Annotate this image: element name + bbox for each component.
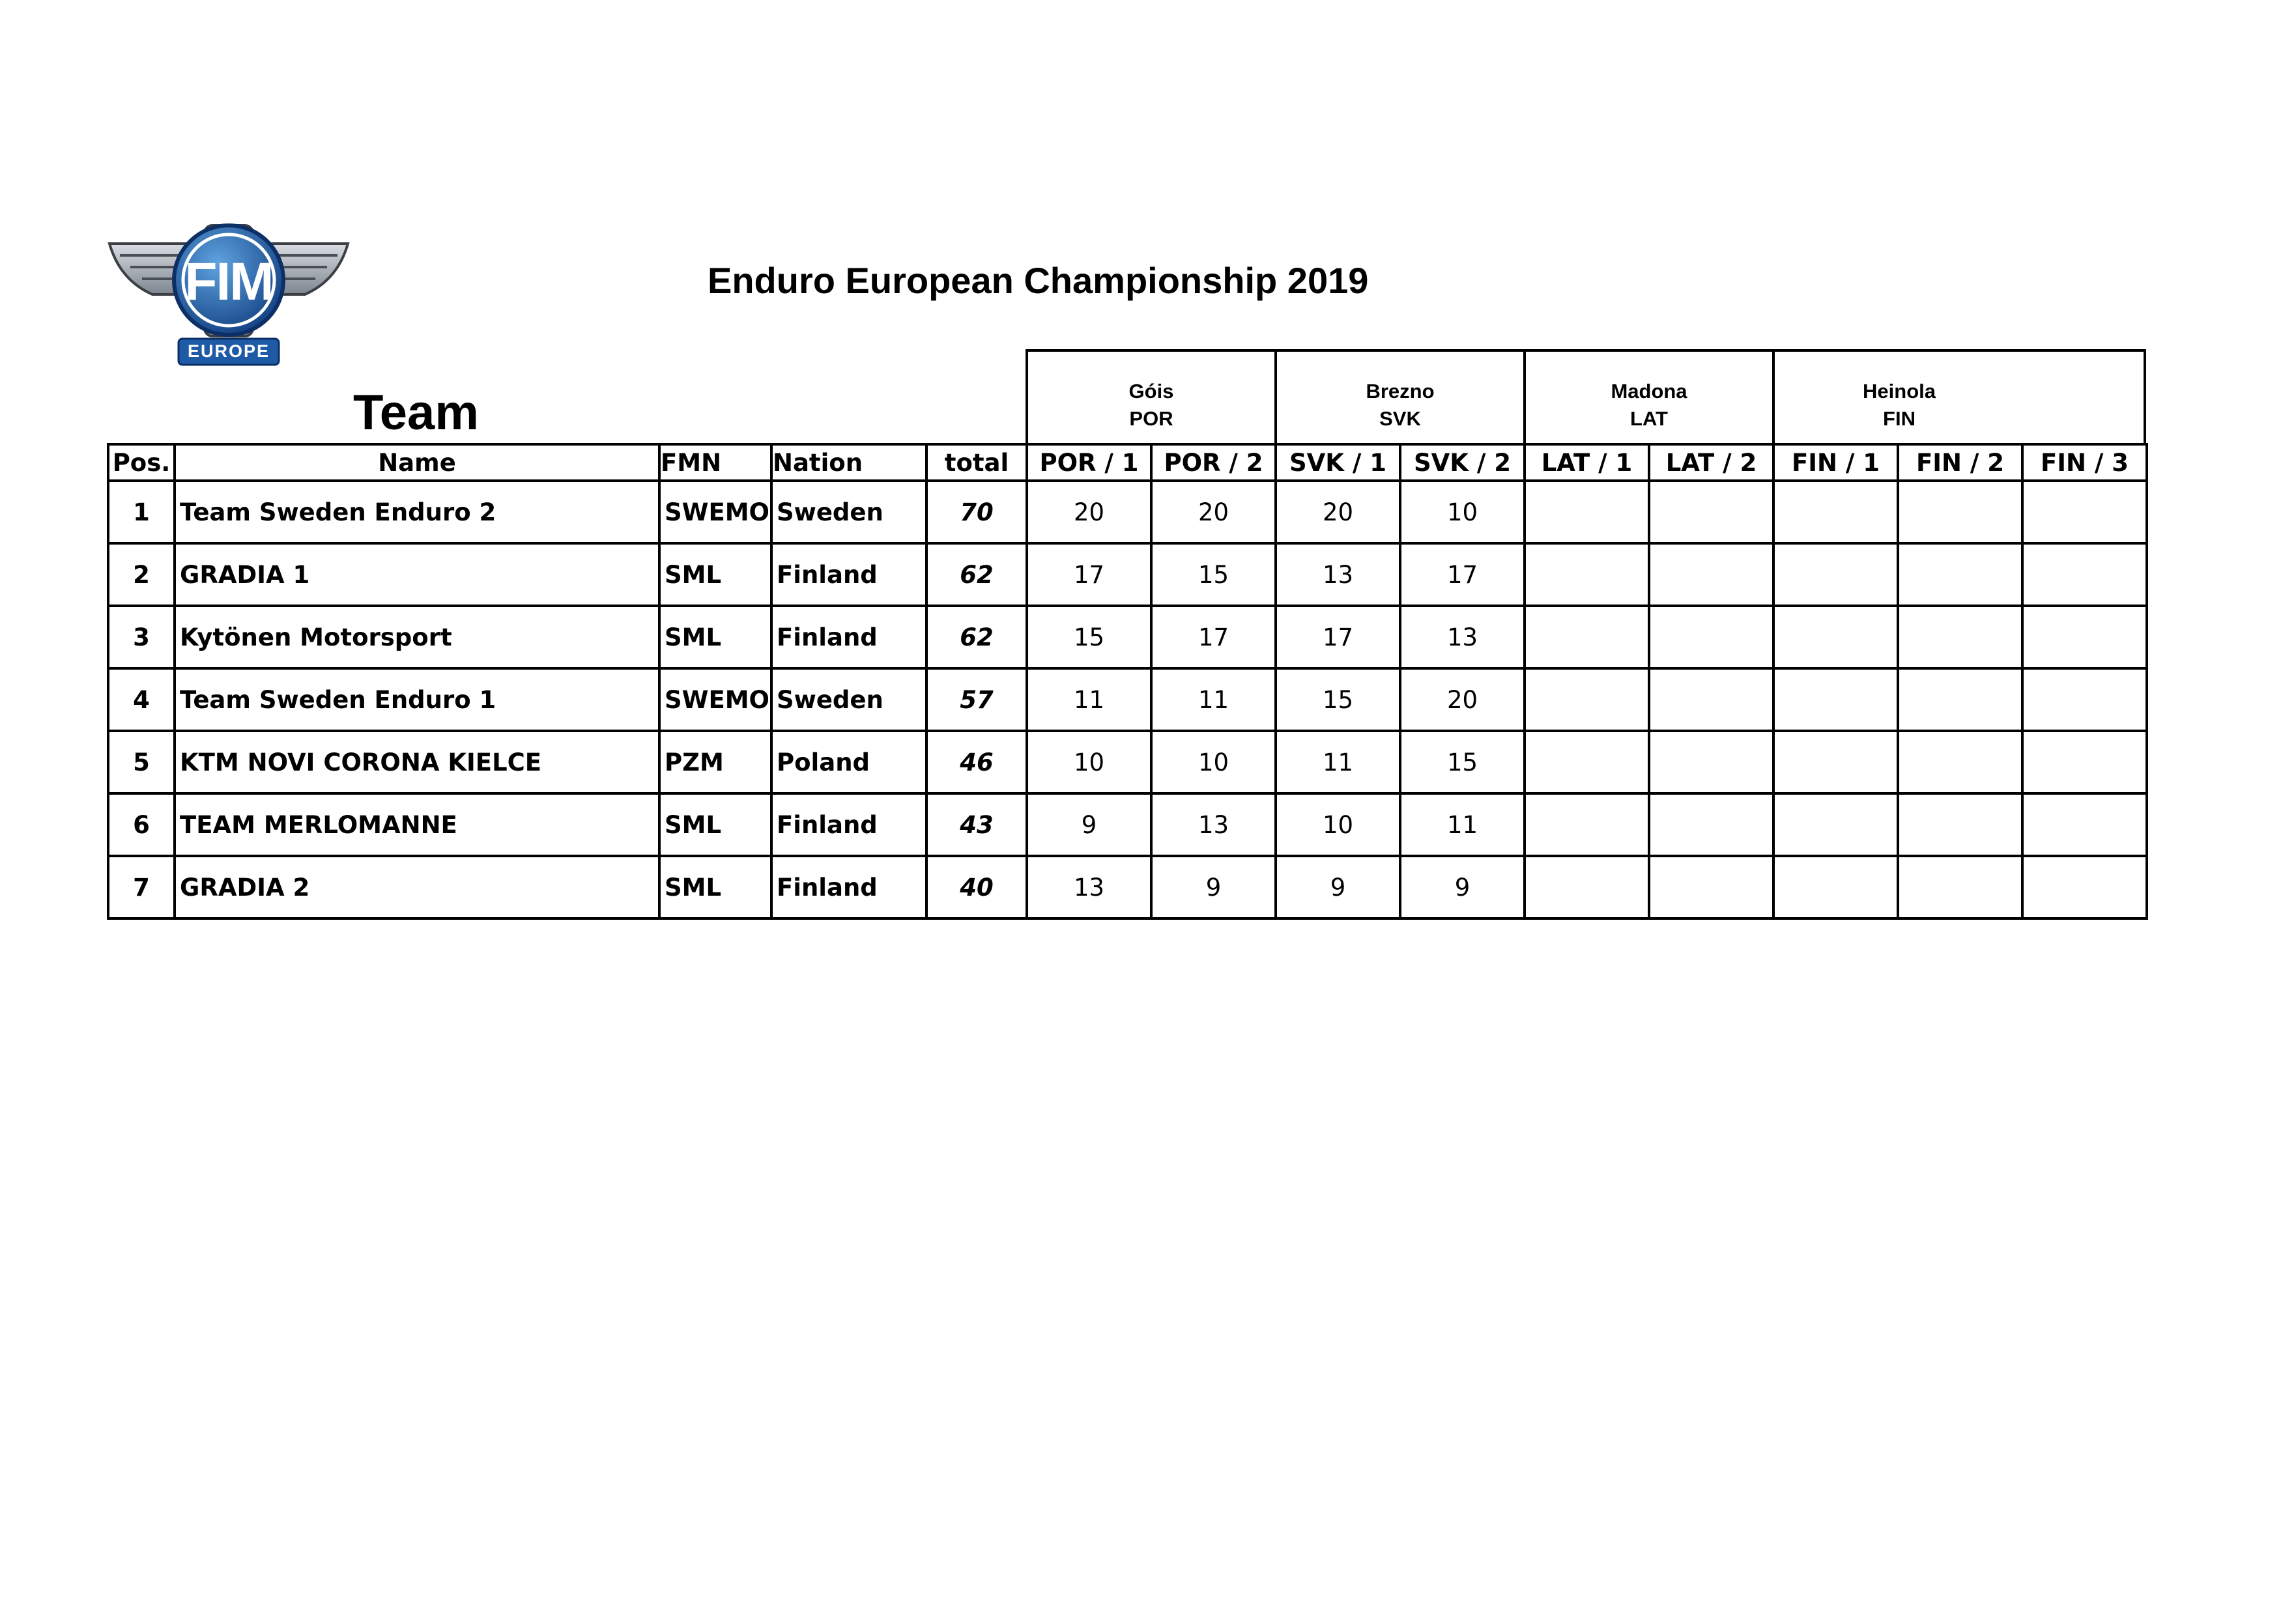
cell-score: 17	[1151, 606, 1276, 668]
header-round: FIN / 3	[2022, 444, 2147, 481]
cell-score	[1898, 731, 2022, 793]
cell-fmn: SML	[659, 543, 771, 606]
cell-nation: Finland	[771, 606, 926, 668]
cell-score	[1649, 793, 1773, 856]
header-nation: Nation	[771, 444, 926, 481]
cell-score	[1649, 856, 1773, 918]
cell-score: 10	[1027, 731, 1151, 793]
cell-score	[1649, 668, 1773, 731]
table-row	[108, 856, 2147, 918]
cell-score	[1649, 481, 1773, 543]
cell-score: 20	[1151, 481, 1276, 543]
cell-score	[2022, 481, 2147, 543]
cell-total: 43	[926, 793, 1027, 856]
header-round: POR / 1	[1027, 444, 1151, 481]
cell-score: 9	[1027, 793, 1151, 856]
header-round: FIN / 2	[1898, 444, 2022, 481]
cell-total: 46	[926, 731, 1027, 793]
cell-name: Kytönen Motorsport	[175, 606, 659, 668]
event-heinola	[1775, 352, 2149, 443]
table-header-row	[108, 444, 2147, 481]
event-header	[1026, 349, 2146, 443]
cell-score: 15	[1400, 731, 1525, 793]
cell-score	[1773, 668, 1898, 731]
cell-score	[1525, 668, 1649, 731]
results-table	[107, 443, 2148, 920]
cell-name: KTM NOVI CORONA KIELCE	[175, 731, 659, 793]
cell-score: 17	[1400, 543, 1525, 606]
event-country: LAT	[1630, 407, 1668, 430]
cell-score: 13	[1276, 543, 1400, 606]
table-row	[108, 793, 2147, 856]
cell-name: Team Sweden Enduro 1	[175, 668, 659, 731]
header-fmn: FMN	[659, 444, 771, 481]
table-row	[108, 668, 2147, 731]
header-round: SVK / 1	[1276, 444, 1400, 481]
cell-score	[1898, 606, 2022, 668]
cell-name: GRADIA 2	[175, 856, 659, 918]
cell-total: 40	[926, 856, 1027, 918]
cell-total: 62	[926, 606, 1027, 668]
cell-score: 20	[1276, 481, 1400, 543]
header-total: total	[926, 444, 1027, 481]
cell-score: 11	[1276, 731, 1400, 793]
header-round: LAT / 1	[1525, 444, 1649, 481]
cell-score	[1649, 731, 1773, 793]
header-pos: Pos.	[108, 444, 175, 481]
cell-score	[1773, 543, 1898, 606]
cell-score	[2022, 731, 2147, 793]
cell-score	[1898, 668, 2022, 731]
cell-score	[1649, 606, 1773, 668]
cell-nation: Finland	[771, 856, 926, 918]
cell-pos: 6	[108, 793, 175, 856]
cell-score: 15	[1276, 668, 1400, 731]
cell-score	[1898, 856, 2022, 918]
cell-score: 10	[1400, 481, 1525, 543]
cell-score	[2022, 856, 2147, 918]
cell-score	[1525, 793, 1649, 856]
cell-score: 13	[1027, 856, 1151, 918]
cell-nation: Finland	[771, 543, 926, 606]
cell-score	[1525, 481, 1649, 543]
cell-score	[1773, 793, 1898, 856]
table-row	[108, 481, 2147, 543]
cell-name: TEAM MERLOMANNE	[175, 793, 659, 856]
cell-score	[1525, 731, 1649, 793]
event-brezno	[1277, 352, 1526, 443]
event-madona	[1526, 352, 1775, 443]
cell-pos: 2	[108, 543, 175, 606]
header-name: Name	[175, 444, 659, 481]
table-row	[108, 543, 2147, 606]
event-venue: Heinola	[1863, 380, 1936, 403]
table-row	[108, 731, 2147, 793]
cell-score	[1898, 793, 2022, 856]
cell-score: 10	[1276, 793, 1400, 856]
document-title: Enduro European Championship 2019	[708, 260, 1369, 301]
table-row	[108, 606, 2147, 668]
header-round: LAT / 2	[1649, 444, 1773, 481]
cell-score: 20	[1400, 668, 1525, 731]
cell-total: 57	[926, 668, 1027, 731]
fim-europe-logo	[107, 221, 351, 367]
cell-name: Team Sweden Enduro 2	[175, 481, 659, 543]
cell-score	[1773, 856, 1898, 918]
cell-score: 9	[1151, 856, 1276, 918]
header-round: FIN / 1	[1773, 444, 1898, 481]
cell-nation: Poland	[771, 731, 926, 793]
cell-score: 11	[1151, 668, 1276, 731]
cell-nation: Sweden	[771, 481, 926, 543]
cell-nation: Finland	[771, 793, 926, 856]
cell-score	[1649, 543, 1773, 606]
cell-fmn: SML	[659, 606, 771, 668]
cell-score: 9	[1276, 856, 1400, 918]
cell-score	[1525, 606, 1649, 668]
header-round: SVK / 2	[1400, 444, 1525, 481]
header-round: POR / 2	[1151, 444, 1276, 481]
cell-pos: 5	[108, 731, 175, 793]
cell-total: 62	[926, 543, 1027, 606]
cell-fmn: SML	[659, 856, 771, 918]
cell-pos: 7	[108, 856, 175, 918]
cell-score	[1525, 543, 1649, 606]
cell-score: 11	[1027, 668, 1151, 731]
cell-score	[1773, 481, 1898, 543]
cell-score: 10	[1151, 731, 1276, 793]
cell-score: 15	[1027, 606, 1151, 668]
cell-pos: 4	[108, 668, 175, 731]
cell-fmn: SML	[659, 793, 771, 856]
logo-fim-text: FIM	[184, 252, 273, 311]
cell-name: GRADIA 1	[175, 543, 659, 606]
logo-europe-text: EUROPE	[187, 341, 270, 361]
event-venue: Brezno	[1366, 380, 1435, 403]
cell-score	[1525, 856, 1649, 918]
cell-score: 17	[1027, 543, 1151, 606]
cell-score	[1898, 481, 2022, 543]
event-country: POR	[1129, 407, 1173, 430]
cell-score: 20	[1027, 481, 1151, 543]
cell-score: 11	[1400, 793, 1525, 856]
event-gois	[1028, 352, 1277, 443]
cell-fmn: SWEMO	[659, 481, 771, 543]
cell-nation: Sweden	[771, 668, 926, 731]
cell-score	[1773, 731, 1898, 793]
cell-fmn: SWEMO	[659, 668, 771, 731]
cell-total: 70	[926, 481, 1027, 543]
cell-pos: 3	[108, 606, 175, 668]
cell-score	[2022, 606, 2147, 668]
cell-score: 17	[1276, 606, 1400, 668]
cell-score: 15	[1151, 543, 1276, 606]
cell-score: 13	[1151, 793, 1276, 856]
cell-score	[1773, 606, 1898, 668]
cell-score	[1898, 543, 2022, 606]
event-country: FIN	[1883, 407, 1916, 430]
cell-pos: 1	[108, 481, 175, 543]
event-venue: Madona	[1611, 380, 1687, 403]
cell-score	[2022, 793, 2147, 856]
section-label: Team	[353, 385, 479, 440]
event-country: SVK	[1379, 407, 1421, 430]
cell-score: 9	[1400, 856, 1525, 918]
cell-fmn: PZM	[659, 731, 771, 793]
cell-score: 13	[1400, 606, 1525, 668]
event-venue: Góis	[1128, 380, 1174, 403]
cell-score	[2022, 543, 2147, 606]
cell-score	[2022, 668, 2147, 731]
